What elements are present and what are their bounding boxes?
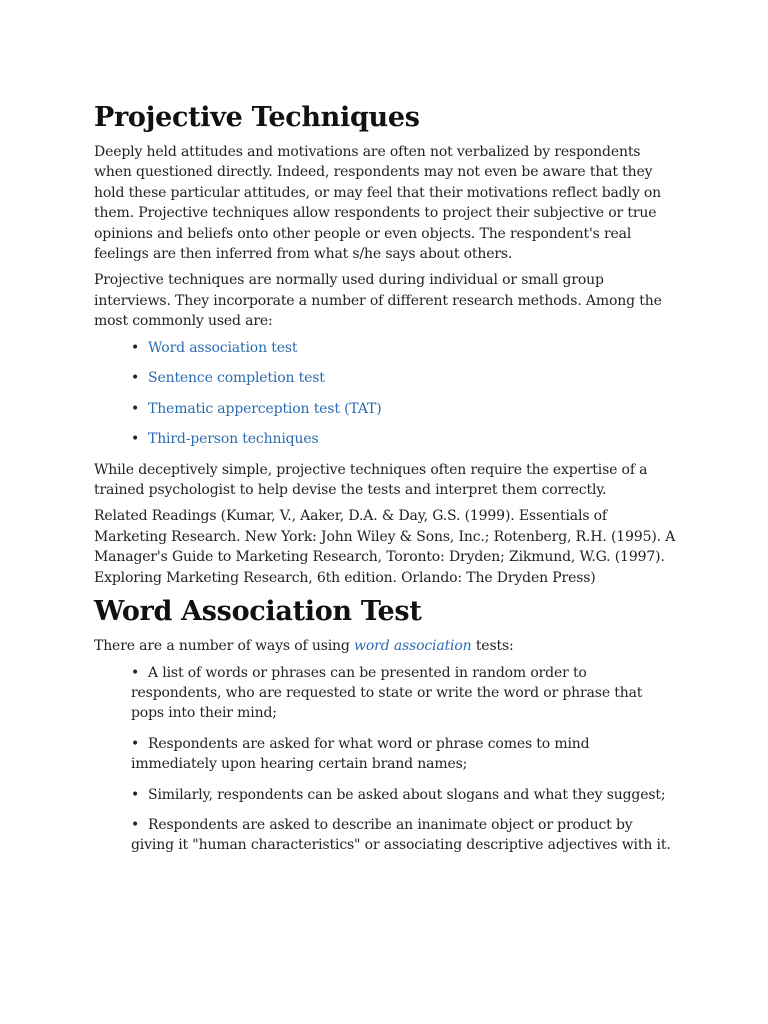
bullet-icon: • xyxy=(131,431,140,448)
link-sentence-completion-test[interactable]: Sentence completion test xyxy=(148,370,325,387)
list-item-text: Similarly, respondents can be asked about slogans and what they suggest; xyxy=(148,786,666,803)
list-item xyxy=(131,368,676,388)
bullet-icon: • xyxy=(131,664,140,681)
bullet-icon: • xyxy=(131,735,140,752)
list-item-text: Respondents are asked for what word or phrase comes to mind immediately upon hearing certain brand names; xyxy=(131,735,590,773)
expertise-paragraph: While deceptively simple, projective techniques often require the expertise of a trained psychologist to help devise the tests and interpret them correctly. xyxy=(94,461,648,499)
word-association-intro xyxy=(94,636,676,656)
link-third-person-techniques[interactable]: Third-person techniques xyxy=(148,431,319,448)
related-readings-paragraph: Related Readings (Kumar, V., Aaker, D.A. & Day, G.S. (1999). Essentials of Marketing Research. New York: John Wiley & Sons, Inc.; Rotenberg, R.H. (1995). A Manager's Guide to Marketing Research, Toronto: Dryden; Zikmund, W.G. (1997). Exploring Marketing Research, 6th edition. Orlando: The Dryden Press) xyxy=(94,508,676,586)
methods-paragraph: Projective techniques are normally used during individual or small group interviews. They incorporate a number of different research methods. Among the most commonly used are: xyxy=(94,272,662,330)
list-item xyxy=(131,785,676,805)
list-item-text: A list of words or phrases can be presented in random order to respondents, who are requested to state or write the word or phrase that pops into their mind; xyxy=(131,664,643,722)
list-item xyxy=(131,429,676,449)
list-item xyxy=(131,734,676,775)
section-title-word-association-test: Word Association Test xyxy=(94,596,422,628)
bullet-icon: • xyxy=(131,370,140,387)
list-item xyxy=(131,399,676,419)
bullet-icon: • xyxy=(131,816,140,833)
bullet-icon: • xyxy=(131,786,140,803)
list-item xyxy=(131,663,676,724)
word-association-list xyxy=(94,663,676,856)
intro-paragraph: Deeply held attitudes and motivations are often not verbalized by respondents when questioned directly. Indeed, respondents may not even be aware that they hold these particular attitudes, or may feel that their motivations reflect badly on them. Projective techniques allow respondents to project their subjective or true opinions and beliefs onto other people or even objects. The respondent's real feelings are then inferred from what s/he says about others. xyxy=(94,144,662,263)
section-title-projective-techniques: Projective Techniques xyxy=(94,102,420,133)
document-page xyxy=(94,100,676,866)
link-word-association-test[interactable]: Word association test xyxy=(148,339,298,356)
list-item xyxy=(131,815,676,856)
list-item-text: Respondents are asked to describe an inanimate object or product by giving it "human characteristics" or associating descriptive adjectives with it. xyxy=(131,816,671,854)
list-item xyxy=(131,338,676,358)
bullet-icon: • xyxy=(131,339,140,356)
methods-link-list xyxy=(94,338,676,450)
intro-text-before: There are a number of ways of using xyxy=(94,638,355,655)
link-word-association[interactable]: word association xyxy=(354,638,472,655)
bullet-icon: • xyxy=(131,400,140,417)
intro-text-after: tests: xyxy=(471,638,514,655)
link-thematic-apperception-test[interactable]: Thematic apperception test (TAT) xyxy=(148,400,382,417)
